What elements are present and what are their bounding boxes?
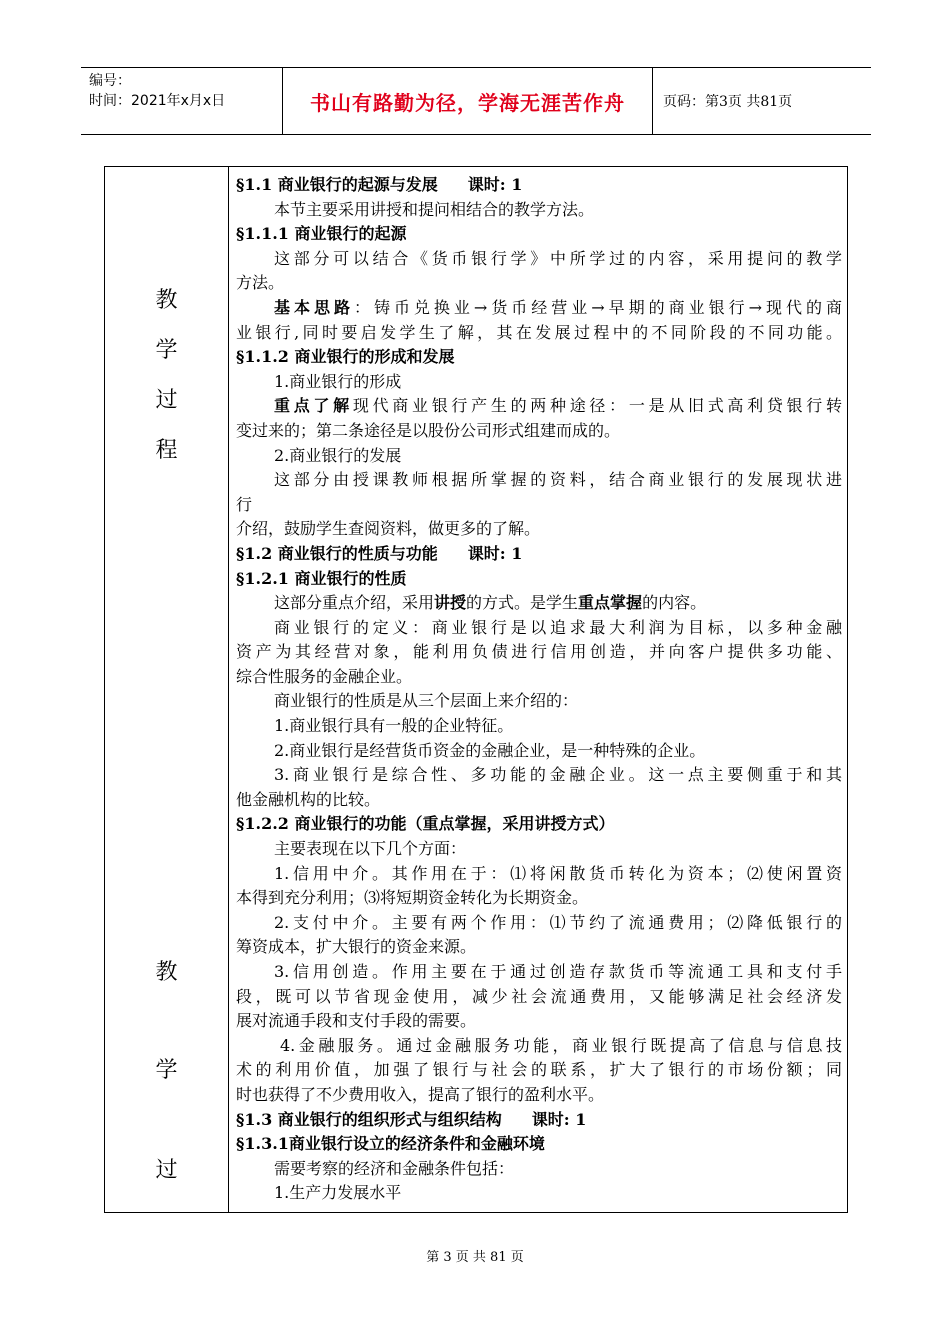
text-line: 3.商业银行是综合性、多功能的金融企业。这一点主要侧重于和其 bbox=[274, 765, 842, 785]
page-footer: 第 3 页 共 81 页 bbox=[426, 1250, 524, 1265]
lesson-content bbox=[236, 173, 842, 1206]
text-line: 段，既可以节省现金使用，减少社会流通费用，又能够满足社会经济发 bbox=[236, 986, 842, 1006]
header-meta bbox=[81, 68, 283, 134]
header-page-info-cell bbox=[653, 68, 871, 134]
left-column-char: 学 bbox=[155, 338, 178, 363]
subsection-heading: §1.1.1 商业银行的起源 bbox=[236, 224, 407, 244]
left-column-char: 过 bbox=[155, 1158, 178, 1183]
text-line: 3.信用创造。作用主要在于通过创造存款货币等流通工具和支付手 bbox=[274, 962, 842, 981]
text-line: 商业银行的性质是从三个层面上来介绍的： bbox=[274, 691, 579, 711]
lesson-table bbox=[104, 166, 848, 1213]
page-header bbox=[81, 67, 871, 135]
left-column-char: 教 bbox=[155, 288, 178, 313]
text-line: 这部分可以结合《货币银行学》中所学过的内容，采用提问的教学 bbox=[274, 248, 842, 268]
section-heading: §1.1 商业银行的起源与发展 课时: 1 bbox=[236, 175, 523, 194]
text-line: 展对流通手段和支付手段的需要。 bbox=[236, 1011, 477, 1031]
header-page-info: 页码：第3页 共81页 bbox=[663, 94, 793, 110]
left-column-char: 程 bbox=[155, 438, 178, 463]
text-line: 术的利用价值，加强了银行与社会的联系，扩大了银行的市场份额；同 bbox=[236, 1060, 842, 1080]
text-line: 行 bbox=[236, 494, 253, 514]
text-line: 综合性服务的金融企业。 bbox=[236, 666, 413, 686]
header-motto-cell bbox=[283, 68, 653, 134]
text-line: 时也获得了不少费用收入，提高了银行的盈利水平。 bbox=[236, 1084, 605, 1104]
subsection-heading: §1.2.2 商业银行的功能（重点掌握，采用讲授方式） bbox=[236, 814, 615, 834]
text-line: 需要考察的经济和金融条件包括： bbox=[274, 1158, 515, 1178]
text-line: 本得到充分利用；⑶将短期资金转化为长期资金。 bbox=[236, 888, 589, 908]
text-line: 这部分重点介绍，采用讲授的方式。是学生重点掌握的内容。 bbox=[274, 593, 707, 613]
text-line: 商业银行的定义：商业银行是以追求最大利润为目标，以多种金融 bbox=[274, 617, 842, 637]
text-line: 方法。 bbox=[236, 273, 285, 293]
text-line: 1.商业银行的形成 bbox=[274, 371, 402, 391]
column-divider bbox=[228, 167, 229, 1212]
text-line: 1.生产力发展水平 bbox=[274, 1183, 402, 1203]
text-line: 介绍，鼓励学生查阅资料，做更多的了解。 bbox=[236, 519, 541, 539]
text-line: 重点了解现代商业银行产生的两种途径：一是从旧式高利贷银行转 bbox=[274, 396, 842, 416]
text-line: 2.支付中介。主要有两个作用：⑴节约了流通费用；⑵降低银行的 bbox=[274, 912, 842, 932]
section-heading: §1.3 商业银行的组织形式与组织结构 课时: 1 bbox=[236, 1109, 587, 1129]
text-line: 1.信用中介。其作用在于：⑴将闲散货币转化为资本；⑵使闲置资 bbox=[274, 863, 842, 883]
text-line: 变过来的；第二条途径是以股份公司形式组建而成的。 bbox=[236, 420, 621, 440]
left-column-char: 学 bbox=[155, 1058, 178, 1083]
header-motto: 书山有路勤为径，学海无涯苦作舟 bbox=[310, 90, 625, 115]
text-line: 资产为其经营对象，能利用负债进行信用创造，并向客户提供多功能、 bbox=[236, 642, 842, 662]
text-line: 1.商业银行具有一般的企业特征。 bbox=[274, 716, 514, 736]
number-label: 编号： bbox=[89, 73, 131, 89]
text-line: 2.商业银行的发展 bbox=[274, 445, 402, 465]
subsection-heading: §1.3.1商业银行设立的经济条件和金融环境 bbox=[236, 1134, 545, 1154]
text-line: 这部分由授课教师根据所掌握的资料，结合商业银行的发展现状进 bbox=[274, 470, 842, 490]
left-column-char: 教 bbox=[155, 960, 178, 985]
text-line: 业银行,同时要启发学生了解，其在发展过程中的不同阶段的不同功能。 bbox=[236, 322, 842, 342]
date-label: 时间：2021年x月x日 bbox=[89, 93, 226, 109]
text-line: 基本思路：铸币兑换业→货币经营业→早期的商业银行→现代的商 bbox=[274, 297, 842, 317]
subsection-heading: §1.1.2 商业银行的形成和发展 bbox=[236, 347, 455, 367]
subsection-heading: §1.2.1 商业银行的性质 bbox=[236, 568, 407, 588]
text-line: 2.商业银行是经营货币资金的金融企业，是一种特殊的企业。 bbox=[274, 740, 706, 760]
text-line: 他金融机构的比较。 bbox=[236, 789, 381, 809]
text-line: 主要表现在以下几个方面： bbox=[274, 839, 467, 859]
text-line: 4.金融服务。通过金融服务功能，商业银行既提高了信息与信息技 bbox=[280, 1035, 842, 1055]
section-heading: §1.2 商业银行的性质与功能 课时: 1 bbox=[236, 543, 523, 563]
left-column-char: 过 bbox=[155, 388, 178, 413]
text-line: 筹资成本，扩大银行的资金来源。 bbox=[236, 937, 477, 957]
text-line: 本节主要采用讲授和提问相结合的教学方法。 bbox=[274, 199, 595, 219]
